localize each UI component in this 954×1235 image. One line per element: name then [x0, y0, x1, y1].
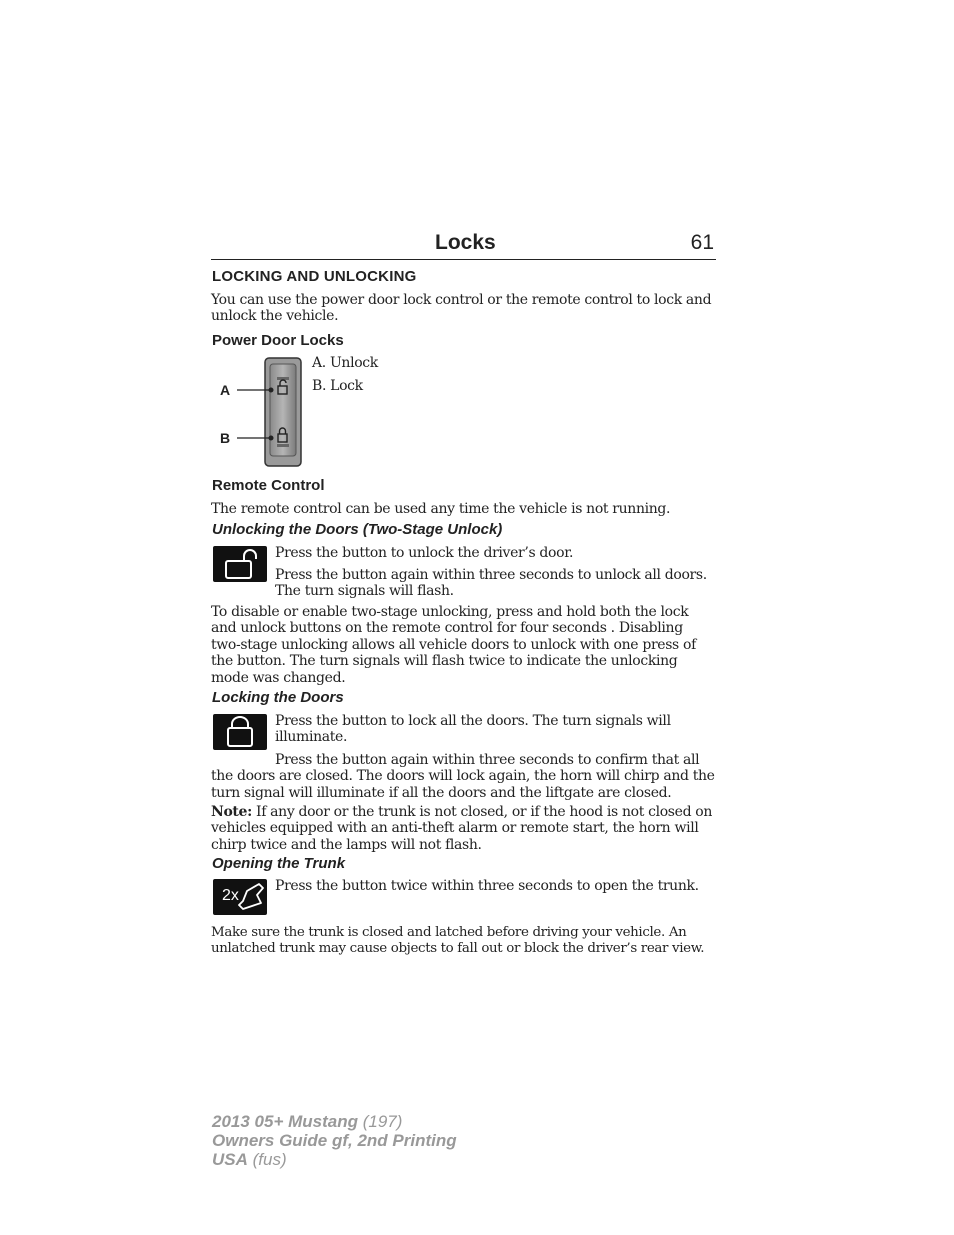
trunk-paragraph: Make sure the trunk is closed and latched before driving your vehicle. An unlatched trunk may cause objects to fall out or block the driver’s rear view. — [211, 925, 705, 957]
intro-paragraph: You can use the power door lock control or the remote control to lock and unlock the vehicle. — [211, 292, 712, 325]
footer-model-code: (197) — [358, 1112, 403, 1131]
lock-icon — [213, 714, 267, 750]
trunk-icon-label: 2x — [222, 887, 239, 904]
power-lock-switch-illustration — [212, 356, 312, 468]
footer-guide: Owners Guide gf, 2nd Printing — [212, 1131, 457, 1150]
lock-line-1: Press the button to lock all the doors. The turn signals will illuminate. — [275, 713, 671, 746]
page-header — [211, 229, 716, 260]
unlock-icon — [213, 546, 267, 582]
lock-note — [211, 804, 716, 853]
callout-a: A — [220, 382, 231, 398]
note-text: If any door or the trunk is not closed, or if the hood is not closed on vehicles equipped with an anti-theft alarm or remote start, the horn will chirp twice and the lamps will not flash. — [211, 804, 713, 853]
remote-control-heading: Remote Control — [212, 477, 325, 494]
chapter-title: Locks — [435, 231, 496, 254]
locking-heading: Locking the Doors — [212, 689, 344, 706]
unlocking-heading: Unlocking the Doors (Two-Stage Unlock) — [212, 521, 503, 538]
trunk-line-1: Press the button twice within three seconds to open the trunk. — [275, 878, 699, 894]
remote-control-text: The remote control can be used any time the vehicle is not running. — [211, 501, 671, 517]
lock-line-2: Press the button again within three seconds to confirm that all the doors are closed. The doors will lock again, the horn will chirp and the turn signal will illuminate if all the doors and the liftgate are closed. — [211, 752, 715, 801]
legend-unlock: A. Unlock — [312, 355, 378, 371]
unlock-line-1: Press the button to unlock the driver’s door. — [275, 545, 574, 561]
legend-lock: B. Lock — [312, 378, 363, 394]
two-stage-paragraph: To disable or enable two-stage unlocking, press and hold both the lock and unlock buttons on the remote control for four seconds . Disabling two-stage unlocking allows all vehicle doors to unlock with one press of the button. The turn signals will flash twice to indicate the unlocking mode was changed. — [211, 604, 696, 686]
footer — [212, 1112, 457, 1169]
section-title: LOCKING AND UNLOCKING — [212, 268, 417, 285]
power-door-locks-heading: Power Door Locks — [212, 332, 344, 349]
trunk-heading: Opening the Trunk — [212, 855, 346, 872]
page-number: 61 — [690, 231, 714, 254]
footer-region-code: (fus) — [247, 1150, 287, 1169]
callout-b: B — [220, 430, 231, 446]
footer-region: USA — [212, 1150, 248, 1169]
footer-model: 2013 05+ Mustang — [212, 1112, 358, 1131]
unlock-line-2: Press the button again within three seconds to unlock all doors. The turn signals will flash. — [275, 567, 707, 600]
note-label: Note: — [211, 804, 252, 820]
trunk-icon — [213, 879, 267, 915]
